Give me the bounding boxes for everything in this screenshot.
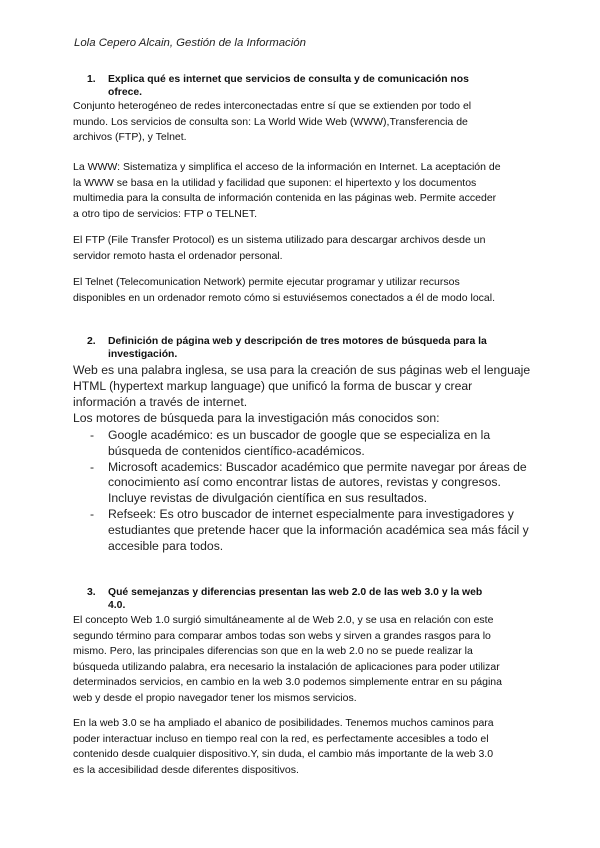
text-line: es la accesibilidad desde diferentes dispositivos.: [73, 763, 299, 776]
text-line: El FTP (File Transfer Protocol) es un sistema utilizado para descargar archivos desde un: [73, 234, 486, 246]
text-line: archivos (FTP), y Telnet.: [73, 131, 187, 144]
text-line: información a través de internet.: [73, 394, 248, 409]
text-line: Conjunto heterogéneo de redes interconectadas entre sí que se extienden por todo el: [73, 100, 472, 112]
text-line: disponibles en un ordenador remoto cómo si estuviésemos conectados a él de modo local.: [73, 291, 495, 304]
text-line: mundo. Los servicios de consulta son: La World Wide Web (WWW),Transferencia de: [73, 115, 468, 128]
question-title-line: Definición de página web y descripción de tres motores de búsqueda para la: [108, 336, 487, 347]
text-line: Refseek: Es otro buscador de internet especialmente para investigadores y: [108, 506, 514, 521]
q3-paragraph-2: [73, 716, 528, 778]
text-line: HTML (hypertext markup language) que unificó la forma de buscar y crear: [73, 378, 473, 393]
text-line: accesible para todos.: [108, 538, 224, 553]
question-title-line: 4.0.: [108, 600, 126, 611]
list-item: [90, 460, 540, 507]
text-line: La WWW: Sistematiza y simplifica el acceso de la información en Internet. La aceptación de: [73, 161, 501, 173]
question-title-line: investigación.: [108, 349, 178, 360]
list-item: [90, 428, 540, 460]
text-line: El concepto Web 1.0 surgió simultáneamente al de Web 2.0, y se usa en relación con este: [73, 614, 494, 626]
text-line: En la web 3.0 se ha ampliado el abanico de posibilidades. Tenemos muchos caminos para: [73, 717, 494, 729]
bullet-dash: -: [90, 506, 95, 521]
question-number: 2.: [87, 336, 96, 347]
bullet-dash: -: [90, 459, 95, 474]
q1-paragraph-3: [73, 233, 528, 264]
text-line: búsqueda utilizando palabra, era necesario la instalación de aplicaciones para poder utilizar: [73, 660, 500, 673]
text-line: Google académico: es un buscador de google que se especializa en la: [108, 428, 491, 442]
text-line: poder interactuar incluso en tiempo real con la red, es perfectamente accesibles a todo el: [73, 732, 489, 745]
text-line: servidor remoto hasta el ordenador personal.: [73, 249, 283, 262]
text-line: a otro tipo de servicios: FTP o TELNET.: [73, 207, 258, 220]
question-title-line: ofrece.: [108, 87, 143, 98]
text-line: conocimiento así como encontrar listas de autores, revistas y congresos.: [108, 475, 501, 490]
text-line: multimedia para la consulta de información contenida en las páginas web. Permite acceder: [73, 192, 497, 205]
text-line: El Telnet (Telecomunication Network) permite ejecutar programar y utilizar recursos: [73, 276, 460, 288]
text-line: estudiantes que pretende hacer que la información académica sea más fácil y: [108, 522, 529, 537]
page-header: Lola Cepero Alcain, Gestión de la Información: [74, 37, 306, 49]
text-line: web y desde el propio navegador tener los mismos servicios.: [73, 691, 357, 704]
bullet-dash: -: [90, 428, 95, 442]
question-number: 3.: [87, 587, 96, 598]
text-line: mismo. Pero, las principales diferencias son que en la web 2.0 no se puede realizar la: [73, 645, 473, 658]
q1-paragraph-4: [73, 275, 528, 306]
q1-paragraph-2: [73, 160, 528, 222]
text-line: Microsoft academics: Buscador académico que permite navegar por áreas de: [108, 459, 527, 474]
text-line: Incluye revistas de divulgación científica en sus resultados.: [108, 491, 428, 506]
q1-paragraph-1: [73, 99, 528, 146]
search-engines-list: [90, 428, 540, 554]
q3-paragraph-1: [73, 613, 528, 707]
text-line: la WWW se basa en la utilidad y facilidad que suponen: el hipertexto y los documentos: [73, 176, 477, 189]
q2-paragraph-2: [73, 411, 533, 427]
text-line: Los motores de búsqueda para la investigación más conocidos son:: [73, 411, 440, 425]
list-item: [90, 507, 540, 554]
text-line: Web es una palabra inglesa, se usa para la creación de sus páginas web el lenguaje: [73, 363, 531, 377]
question-title-line: Qué semejanzas y diferencias presentan las web 2.0 de las web 3.0 y la web: [108, 587, 483, 598]
text-line: contenido desde cualquier dispositivo.Y, sin duda, el cambio más importante de la web 3.0: [73, 748, 494, 761]
text-line: determinados servicios, en cambio en la web 3.0 podemos simplemente entrar en su página: [73, 676, 502, 689]
question-title-line: Explica qué es internet que servicios de consulta y de comunicación nos: [108, 74, 469, 85]
text-line: segundo término para comparar ambos todas son webs y sirven a grandes rasgos para lo: [73, 629, 491, 642]
question-number: 1.: [87, 74, 96, 85]
q2-paragraph-1: [73, 363, 533, 410]
text-line: búsqueda de contenidos científico-académicos.: [108, 443, 365, 458]
